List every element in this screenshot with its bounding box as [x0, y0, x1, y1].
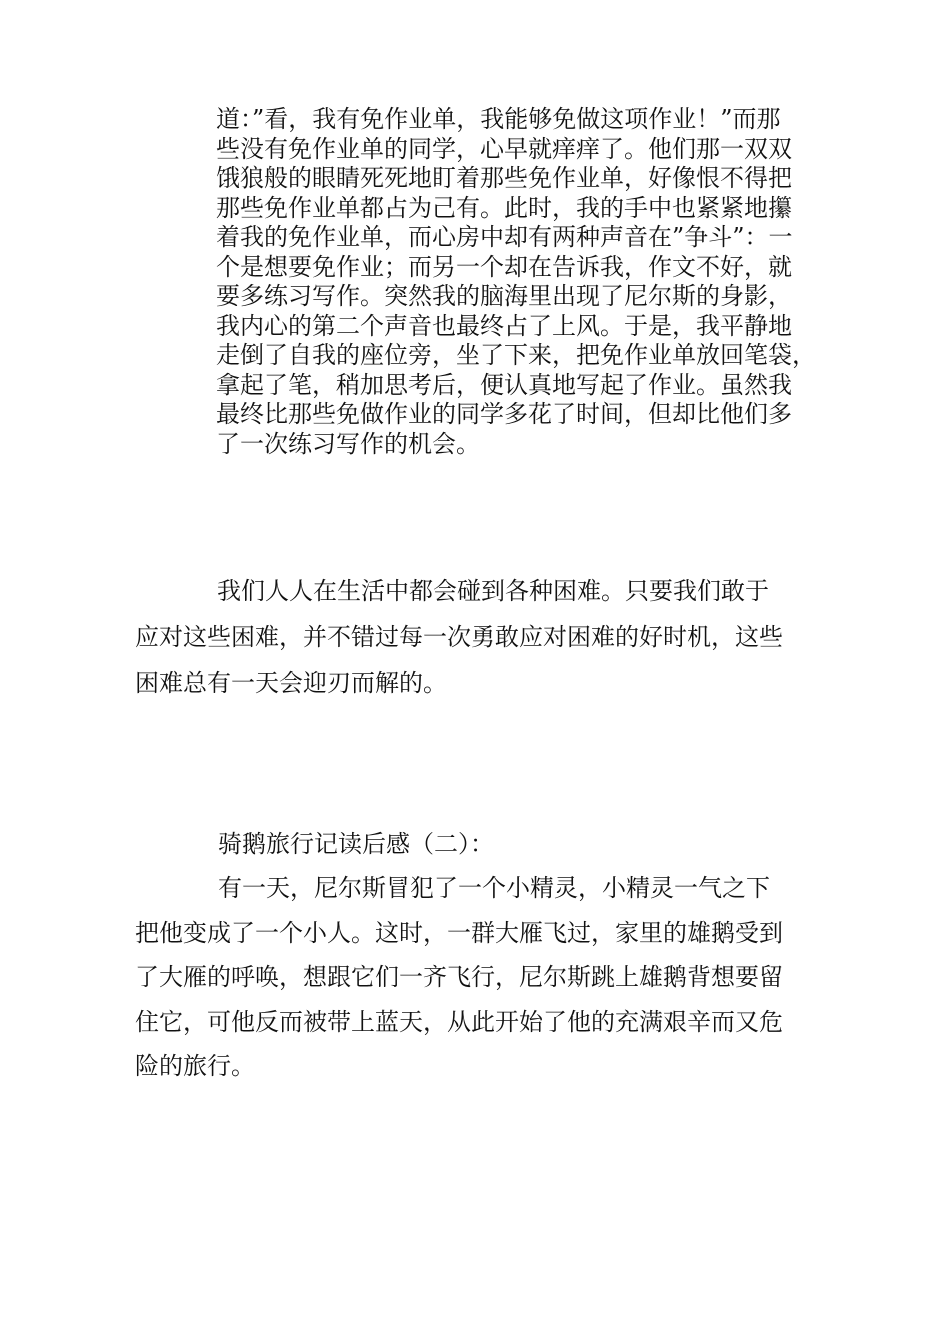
paragraph-line: 有一天，尼尔斯冒犯了一个小精灵，小精灵一气之下 [218, 874, 770, 902]
paragraph-line: 要多练习写作。突然我的脑海里出现了尼尔斯的身影， [216, 282, 792, 310]
section-title: 骑鹅旅行记读后感（二）： [218, 830, 494, 858]
paragraph-line: 最终比那些免做作业的同学多花了时间，但却比他们多 [216, 400, 792, 428]
paragraph-line: 困难总有一天会迎刃而解的。 [135, 669, 447, 697]
paragraph-line: 走倒了自我的座位旁，坐了下来，把免作业单放回笔袋， [216, 341, 816, 369]
paragraph-line: 些没有免作业单的同学，心早就痒痒了。他们那一双双 [216, 134, 792, 163]
paragraph-line: 道：”看，我有免作业单，我能够免做这项作业！”而那 [216, 105, 781, 133]
paragraph-line: 饿狼般的眼睛死死地盯着那些免作业单，好像恨不得把 [216, 164, 792, 192]
paragraph-line: 了大雁的呼唤，想跟它们一齐飞行，尼尔斯跳上雄鹅背想要留 [135, 963, 783, 991]
story-paragraph [135, 866, 855, 1089]
paragraph-line: 了一次练习写作的机会。 [216, 429, 480, 458]
paragraph-line: 我内心的第二个声音也最终占了上风。于是，我平静地 [216, 311, 792, 340]
paragraph-line: 那些免作业单都占为己有。此时，我的手中也紧紧地攥 [216, 193, 792, 222]
paragraph-line: 住它，可他反而被带上蓝天，从此开始了他的充满艰辛而又危 [135, 1007, 783, 1036]
paragraph-line: 我们人人在生活中都会碰到各种困难。只要我们敢于 [217, 577, 769, 605]
paragraph-line: 个是想要免作业；而另一个却在告诉我，作文不好，就 [216, 252, 792, 281]
paragraph-line: 拿起了笔，稍加思考后，便认真地写起了作业。虽然我 [216, 370, 792, 399]
paragraph-line: 着我的免作业单，而心房中却有两种声音在”争斗”：一 [216, 223, 793, 251]
paragraph-line: 把他变成了一个小人。这时，一群大雁飞过，家里的雄鹅受到 [135, 918, 783, 947]
paragraph-continuation [216, 105, 856, 459]
conclusion-paragraph [135, 568, 855, 706]
paragraph-line: 应对这些困难，并不错过每一次勇敢应对困难的好时机，这些 [135, 623, 783, 651]
paragraph-line: 险的旅行。 [135, 1052, 255, 1080]
